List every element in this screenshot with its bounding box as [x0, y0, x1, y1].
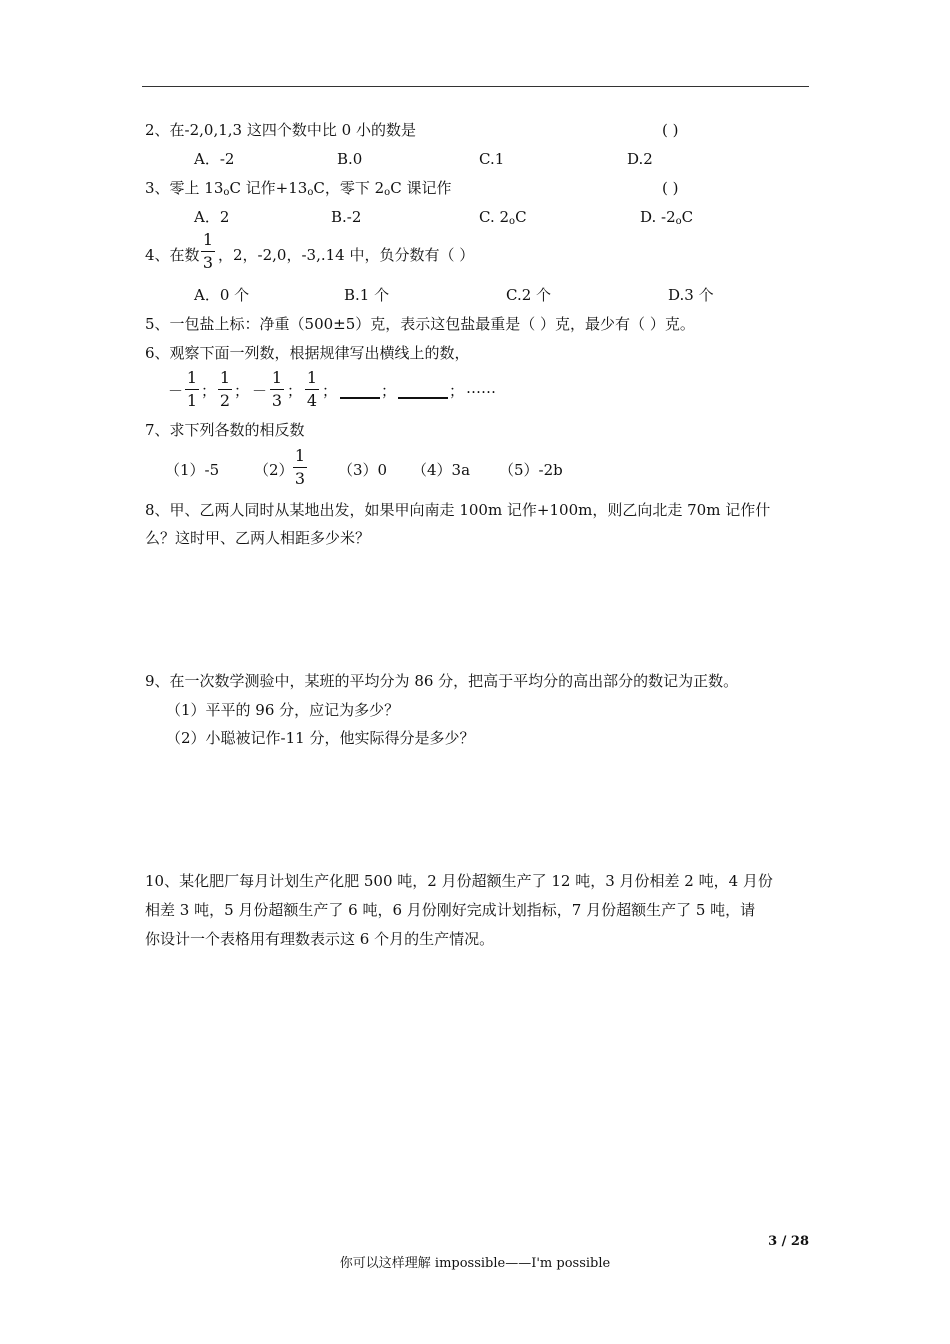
fraction-denominator: 4 — [306, 391, 318, 410]
q4-prefix: 4、在数 — [145, 246, 200, 264]
q6-separator: ； — [287, 382, 303, 400]
fraction-bar — [201, 251, 215, 252]
q2-option-a: A．-2 — [194, 150, 235, 168]
q7-part-3: （3）0 — [338, 461, 388, 479]
q2-option-b: B.0 — [337, 150, 363, 168]
q6-separator: ； — [322, 382, 338, 400]
fraction-denominator: 3 — [202, 253, 214, 272]
q6-answer-blank-1[interactable] — [340, 397, 380, 399]
fraction-numerator: 1 — [271, 368, 283, 387]
q7-stem: 7、求下列各数的相反数 — [145, 421, 305, 439]
fraction-numerator: 1 — [186, 368, 198, 387]
q2-option-d: D.2 — [627, 150, 653, 168]
q6-fraction-1 — [185, 369, 199, 410]
q3-option-c: C. $2_oC$ — [479, 208, 527, 227]
fraction-bar — [270, 389, 284, 390]
q8-line-1: 8、甲、乙两人同时从某地出发，如果甲向南走 100m 记作+100m，则乙向北走 70m 记作什 — [145, 501, 771, 519]
q4-fraction — [201, 231, 215, 272]
footer-slogan: 你可以这样理解 impossible——I'm possible — [339, 1256, 611, 1271]
q8-line-2: 么？这时甲、乙两人相距多少米？ — [145, 529, 371, 547]
q4-suffix: ，2，-2,0，-3,.14 中，负分数有（ ） — [218, 246, 475, 264]
q2-option-c: C.1 — [479, 150, 505, 168]
q6-ellipsis: …… — [466, 379, 496, 397]
q6-separator: ； — [449, 382, 465, 400]
q10-line-2: 相差 3 吨，5 月份超额生产了 6 吨，6 月份刚好完成计划指标，7 月份超额生产了 5 吨，请 — [145, 901, 756, 919]
q3-option-d: D. $-2_oC$ — [640, 208, 694, 227]
header-rule — [142, 86, 809, 87]
fraction-numerator: 1 — [294, 446, 306, 465]
q6-minus-sign: － — [168, 382, 184, 400]
q6-separator: ； — [234, 382, 250, 400]
q6-fraction-2 — [218, 369, 232, 410]
q7-part-5: （5）-2b — [499, 461, 563, 479]
q3-option-b: B.-2 — [331, 208, 362, 226]
q7-part-4: （4）3a — [412, 461, 471, 479]
q6-answer-blank-2[interactable] — [398, 397, 448, 399]
fraction-denominator: 3 — [294, 469, 306, 488]
fraction-denominator: 2 — [219, 391, 231, 410]
q6-minus-sign: － — [252, 382, 268, 400]
q9-line-1: 9、在一次数学测验中，某班的平均分为 86 分，把高于平均分的高出部分的数记为正数。 — [145, 672, 739, 690]
fraction-denominator: 1 — [186, 391, 198, 410]
q6-separator: ； — [201, 382, 217, 400]
q9-subquestion-1: （1）平平的 96 分，应记为多少？ — [166, 701, 400, 719]
q7-part-1: （1）-5 — [165, 461, 220, 479]
q6-separator: ； — [381, 382, 397, 400]
q6-fraction-3 — [270, 369, 284, 410]
fraction-bar — [185, 389, 199, 390]
q9-subquestion-2: （2）小聪被记作-11 分，他实际得分是多少？ — [166, 729, 475, 747]
q3-answer-paren: ( ) — [662, 179, 679, 197]
q7-part-2-label: （2） — [254, 461, 294, 479]
q6-fraction-4 — [305, 369, 319, 410]
q4-option-c: C.2 个 — [506, 286, 552, 304]
q3-stem: 3、零上 $13_oC$ 记作$+13_oC$，零下 $2_oC$ 课记作 — [145, 179, 452, 198]
fraction-bar — [293, 467, 307, 468]
q2-stem: 2、在-2,0,1,3 这四个数中比 0 小的数是 — [145, 121, 416, 139]
fraction-denominator: 3 — [271, 391, 283, 410]
page-number: 3 / 28 — [768, 1234, 809, 1249]
q7-part-2-fraction — [293, 447, 307, 488]
q10-line-3: 你设计一个表格用有理数表示这 6 个月的生产情况。 — [145, 930, 495, 948]
fraction-numerator: 1 — [306, 368, 318, 387]
q10-line-1: 10、某化肥厂每月计划生产化肥 500 吨，2 月份超额生产了 12 吨，3 月份相差 2 吨，4 月份 — [145, 872, 773, 890]
q4-option-a: A．0 个 — [194, 286, 250, 304]
q3-option-a: A．2 — [194, 208, 230, 226]
fraction-bar — [305, 389, 319, 390]
fraction-numerator: 1 — [202, 230, 214, 249]
fraction-bar — [218, 389, 232, 390]
fraction-numerator: 1 — [219, 368, 231, 387]
q4-option-b: B.1 个 — [344, 286, 390, 304]
q6-stem: 6、观察下面一列数，根据规律写出横线上的数， — [145, 344, 470, 362]
q4-option-d: D.3 个 — [668, 286, 714, 304]
q5-text: 5、一包盐上标：净重（500±5）克，表示这包盐最重是（ ）克，最少有（ ）克。 — [145, 315, 695, 333]
q2-answer-paren: ( ) — [662, 121, 679, 139]
